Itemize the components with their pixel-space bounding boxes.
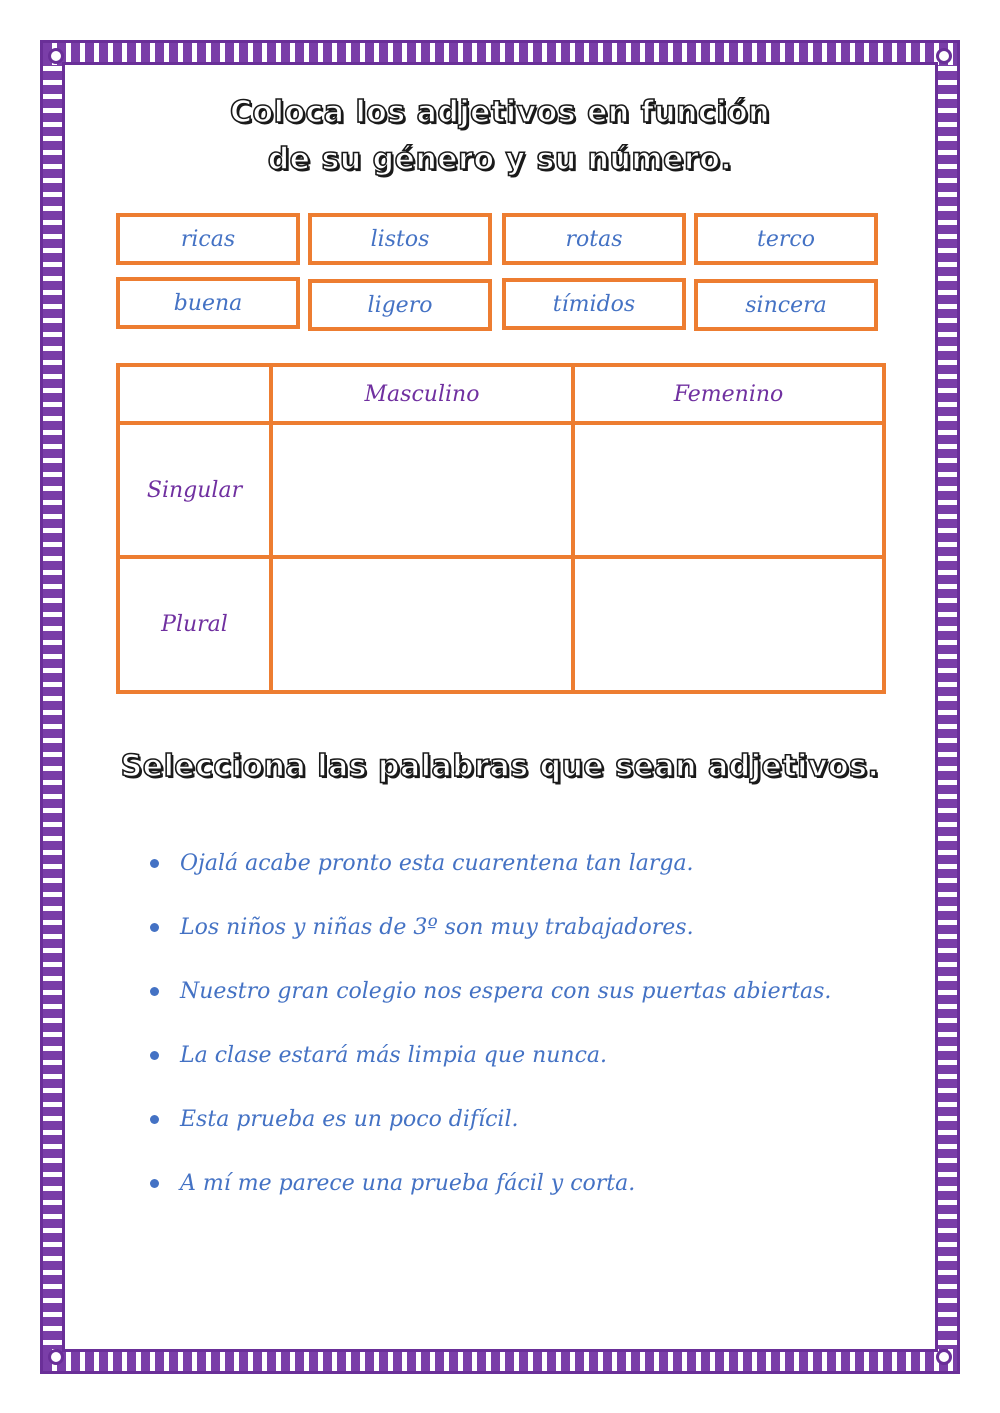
corner-ornament [48, 1349, 64, 1365]
sentence-list [150, 832, 930, 1216]
sentence-text: Nuestro gran colegio nos espera con sus puertas abiertas. [180, 979, 832, 1004]
sentence-item[interactable] [150, 960, 930, 1024]
word-card[interactable] [694, 213, 878, 265]
word-label: terco [757, 226, 815, 252]
word-card[interactable] [308, 213, 492, 265]
sentence-text: Ojalá acabe pronto esta cuarentena tan larga. [180, 851, 694, 876]
drop-cell-femenino-singular[interactable] [573, 423, 884, 557]
drop-cell-femenino-plural[interactable] [573, 557, 884, 692]
drop-cell-masculino-singular[interactable] [271, 423, 573, 557]
word-card[interactable] [116, 277, 300, 329]
word-label: ricas [180, 226, 236, 252]
word-label: buena [173, 290, 243, 316]
header-masculino: Masculino [271, 365, 573, 423]
sentence-text: Los niños y niñas de 3º son muy trabajadores. [180, 915, 694, 940]
word-card[interactable] [694, 279, 878, 331]
sentence-item[interactable] [150, 1152, 930, 1216]
table-corner-cell [118, 365, 271, 423]
word-label: sincera [745, 292, 827, 318]
bullet-icon [150, 859, 159, 868]
title-line-2: de su género y su número. [267, 142, 733, 177]
row-header-plural: Plural [118, 557, 271, 692]
title-line-1: Coloca los adjetivos en función [229, 95, 771, 130]
sentence-item[interactable] [150, 1088, 930, 1152]
bullet-icon [150, 1179, 159, 1188]
word-card[interactable] [502, 278, 686, 330]
word-label: listos [370, 226, 430, 252]
word-card[interactable] [502, 213, 686, 265]
corner-ornament [936, 1349, 952, 1365]
sentence-item[interactable] [150, 832, 930, 896]
section-2-title: Selecciona las palabras que sean adjetivos. [120, 749, 880, 784]
bullet-icon [150, 923, 159, 932]
header-femenino: Femenino [573, 365, 884, 423]
sentence-text: A mí me parece una prueba fácil y corta. [180, 1171, 636, 1196]
classification-table [116, 363, 886, 694]
sentence-item[interactable] [150, 896, 930, 960]
word-label: tímidos [552, 291, 636, 317]
bullet-icon [150, 1115, 159, 1124]
word-card[interactable] [116, 213, 300, 265]
sentence-item[interactable] [150, 1024, 930, 1088]
sentence-text: Esta prueba es un poco difícil. [180, 1107, 519, 1132]
word-card[interactable] [308, 279, 492, 331]
bullet-icon [150, 987, 159, 996]
word-label: rotas [565, 226, 623, 252]
row-header-singular: Singular [118, 423, 271, 557]
drop-cell-masculino-plural[interactable] [271, 557, 573, 692]
sentence-text: La clase estará más limpia que nunca. [180, 1043, 608, 1068]
bullet-icon [150, 1051, 159, 1060]
word-label: ligero [367, 292, 433, 318]
corner-ornament [936, 48, 952, 64]
corner-ornament [48, 48, 64, 64]
